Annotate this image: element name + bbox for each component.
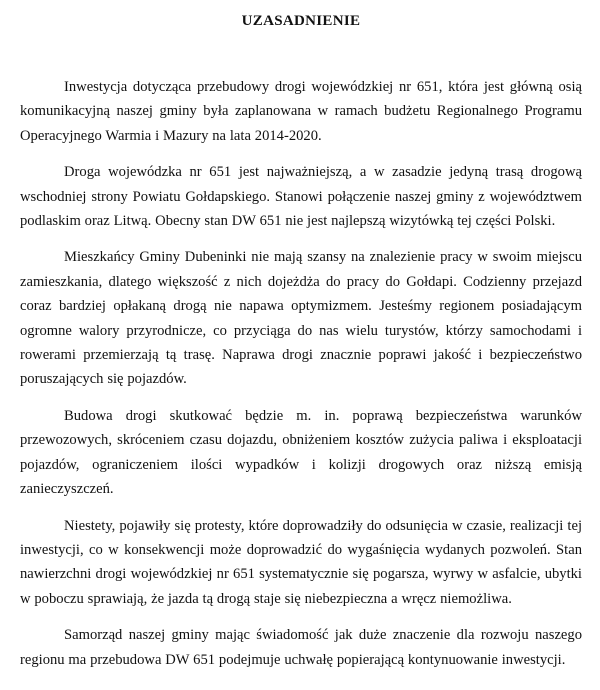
paragraph-4: Budowa drogi skutkować będzie m. in. poprawą bezpieczeństwa warunków przewozowych, skróceniem czasu dojazdu, obniżeniem kosztów zużycia paliwa i eksploatacji pojazdów, ograniczeniem ilości wypadków i kolizji drogowych oraz niższą emisją zanieczyszczeń. — [20, 407, 582, 498]
paragraph-3: Mieszkańcy Gminy Dubeninki nie mają szansy na znalezienie pracy w swoim miejscu zamieszkania, dlatego większość z nich dojeżdża do pracy do Gołdapi. Codzienny przejazd coraz bardziej opłakaną drogą nie napawa optymizmem. Jesteśmy regionem posiadającym ogromne walory przyrodnicze, co przyciąga do nas wielu turystów, którzy samochodami i rowerami przemierzają tą trasę. Naprawa drogi znacznie poprawi jakość i bezpieczeństwo poruszających się pojazdów. — [20, 249, 582, 388]
paragraph-1: Inwestycja dotycząca przebudowy drogi wojewódzkiej nr 651, która jest główną osią komunikacyjną naszej gminy była zaplanowana w ramach budżetu Regionalnego Programu Operacyjnego Warmia i Mazury na lata 2014-2020. — [20, 79, 582, 144]
paragraph-5: Niestety, pojawiły się protesty, które doprowadziły do odsunięcia w czasie, realizacji tej inwestycji, co w konsekwencji może doprowadzić do wygaśnięcia wydanych pozwoleń. Stan nawierzchni drogi wojewódzkiej nr 651 systematycznie się pogarsza, wyrwy w asfalcie, ubytki w poboczu sprawiają, że jazda tą drogą staje się niebezpieczna a wręcz niemożliwa. — [20, 517, 582, 607]
paragraph-2: Droga wojewódzka nr 651 jest najważniejszą, a w zasadzie jedyną trasą drogową wschodniej strony Powiatu Gołdapskiego. Stanowi połączenie naszej gminy z województwem podlaskim oraz Litwą. Obecny stan DW 651 nie jest najlepszą wizytówką tej części Polski. — [20, 164, 582, 230]
document-title: UZASADNIENIE — [241, 13, 361, 29]
paragraph-6: Samorząd naszej gminy mając świadomość jak duże znaczenie dla rozwoju naszego regionu ma przebudowa DW 651 podejmuje uchwałę popierającą kontynuowanie inwestycji. — [20, 627, 582, 668]
